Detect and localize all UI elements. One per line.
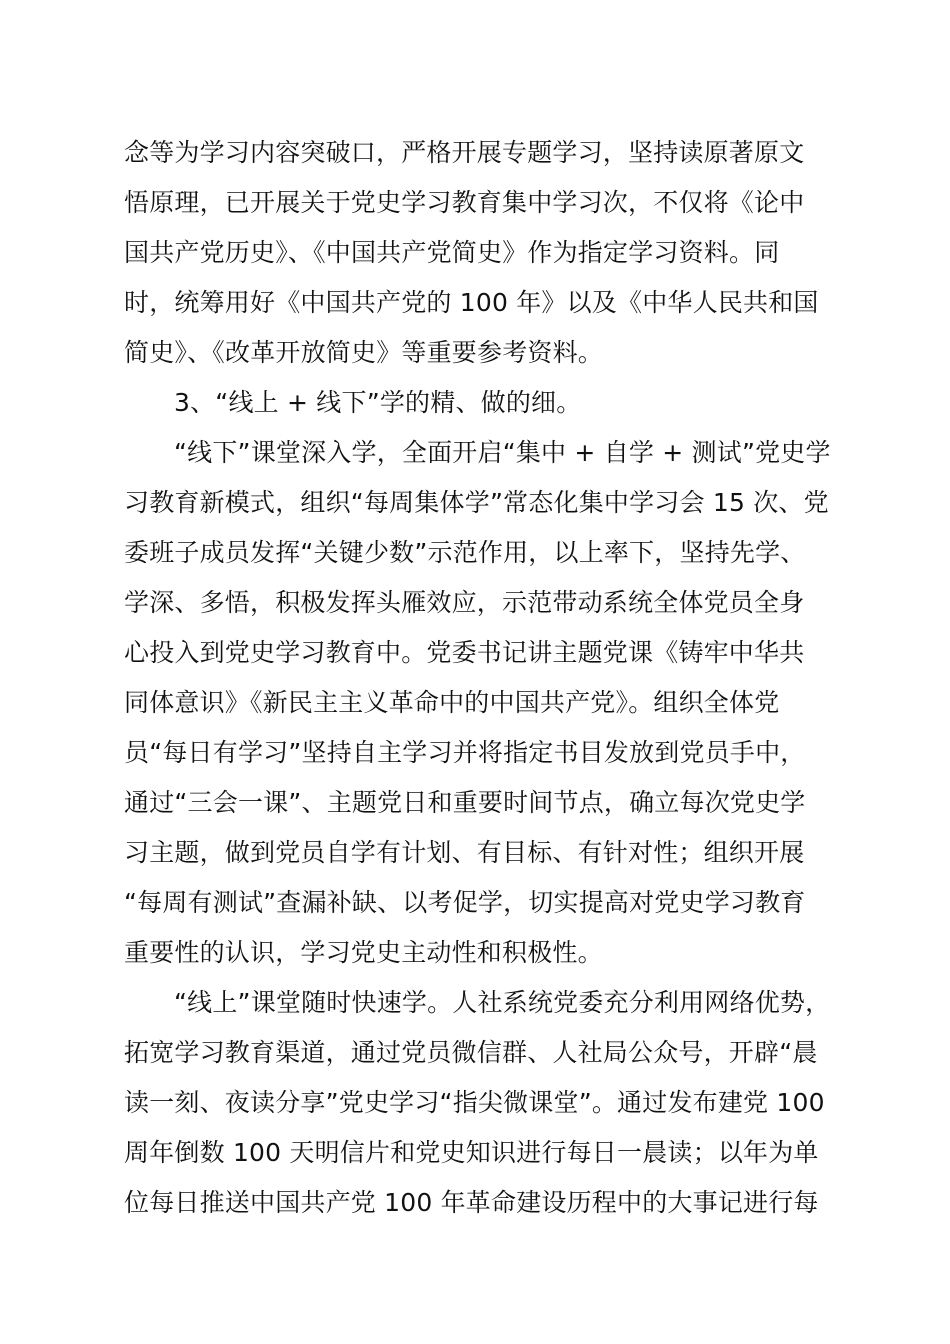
text-line: 委班子成员发挥“关键少数”示范作用，以上率下，坚持先学、: [124, 538, 806, 567]
text-line: 国共产党历史》、《中国共产党简史》作为指定学习资料。同: [124, 238, 780, 267]
text-line: 周年倒数 100 天明信片和党史知识进行每日一晨读；以年为单: [124, 1138, 819, 1167]
text-line: 念等为学习内容突破口，严格开展专题学习，坚持读原著原文: [124, 138, 805, 167]
text-line: “线下”课堂深入学，全面开启“集中 + 自学 + 测试”党史学: [174, 438, 831, 467]
text-line: 习教育新模式，组织“每周集体学”常态化集中学习会 15 次、党: [124, 488, 829, 517]
text-line: 拓宽学习教育渠道，通过党员微信群、人社局公众号，开辟“晨: [124, 1038, 818, 1067]
text-line: 读一刻、夜读分享”党史学习“指尖微课堂”。通过发布建党 100: [124, 1088, 825, 1117]
text-line: 通过“三会一课”、主题党日和重要时间节点，确立每次党史学: [124, 788, 806, 817]
text-line: 员“每日有学习”坚持自主学习并将指定书目发放到党员手中，: [124, 738, 806, 767]
text-line: 学深、多悟，积极发挥头雁效应，示范带动系统全体党员全身: [124, 588, 805, 617]
text-line: “线上”课堂随时快速学。人社系统党委充分利用网络优势，: [174, 988, 831, 1017]
text-line: 位每日推送中国共产党 100 年革命建设历程中的大事记进行每: [124, 1188, 819, 1217]
text-line: 同体意识》《新民主主义革命中的中国共产党》。组织全体党: [124, 688, 780, 717]
text-line: “每周有测试”查漏补缺、以考促学，切实提高对党史学习教育: [124, 888, 806, 917]
text-line: 重要性的认识，学习党史主动性和积极性。: [124, 938, 603, 967]
text-line: 简史》、《改革开放简史》等重要参考资料。: [124, 338, 604, 367]
section-heading: 3、“线上 + 线下”学的精、做的细。: [174, 388, 582, 417]
text-line: 习主题，做到党员自学有计划、有目标、有针对性；组织开展: [124, 838, 805, 867]
text-line: 悟原理，已开展关于党史学习教育集中学习次，不仅将《论中: [124, 188, 805, 217]
text-line: 心投入到党史学习教育中。党委书记讲主题党课《铸牢中华共: [124, 638, 805, 667]
text-line: 时，统筹用好《中国共产党的 100 年》以及《中华人民共和国: [124, 288, 819, 317]
body-text: [124, 128, 844, 1228]
